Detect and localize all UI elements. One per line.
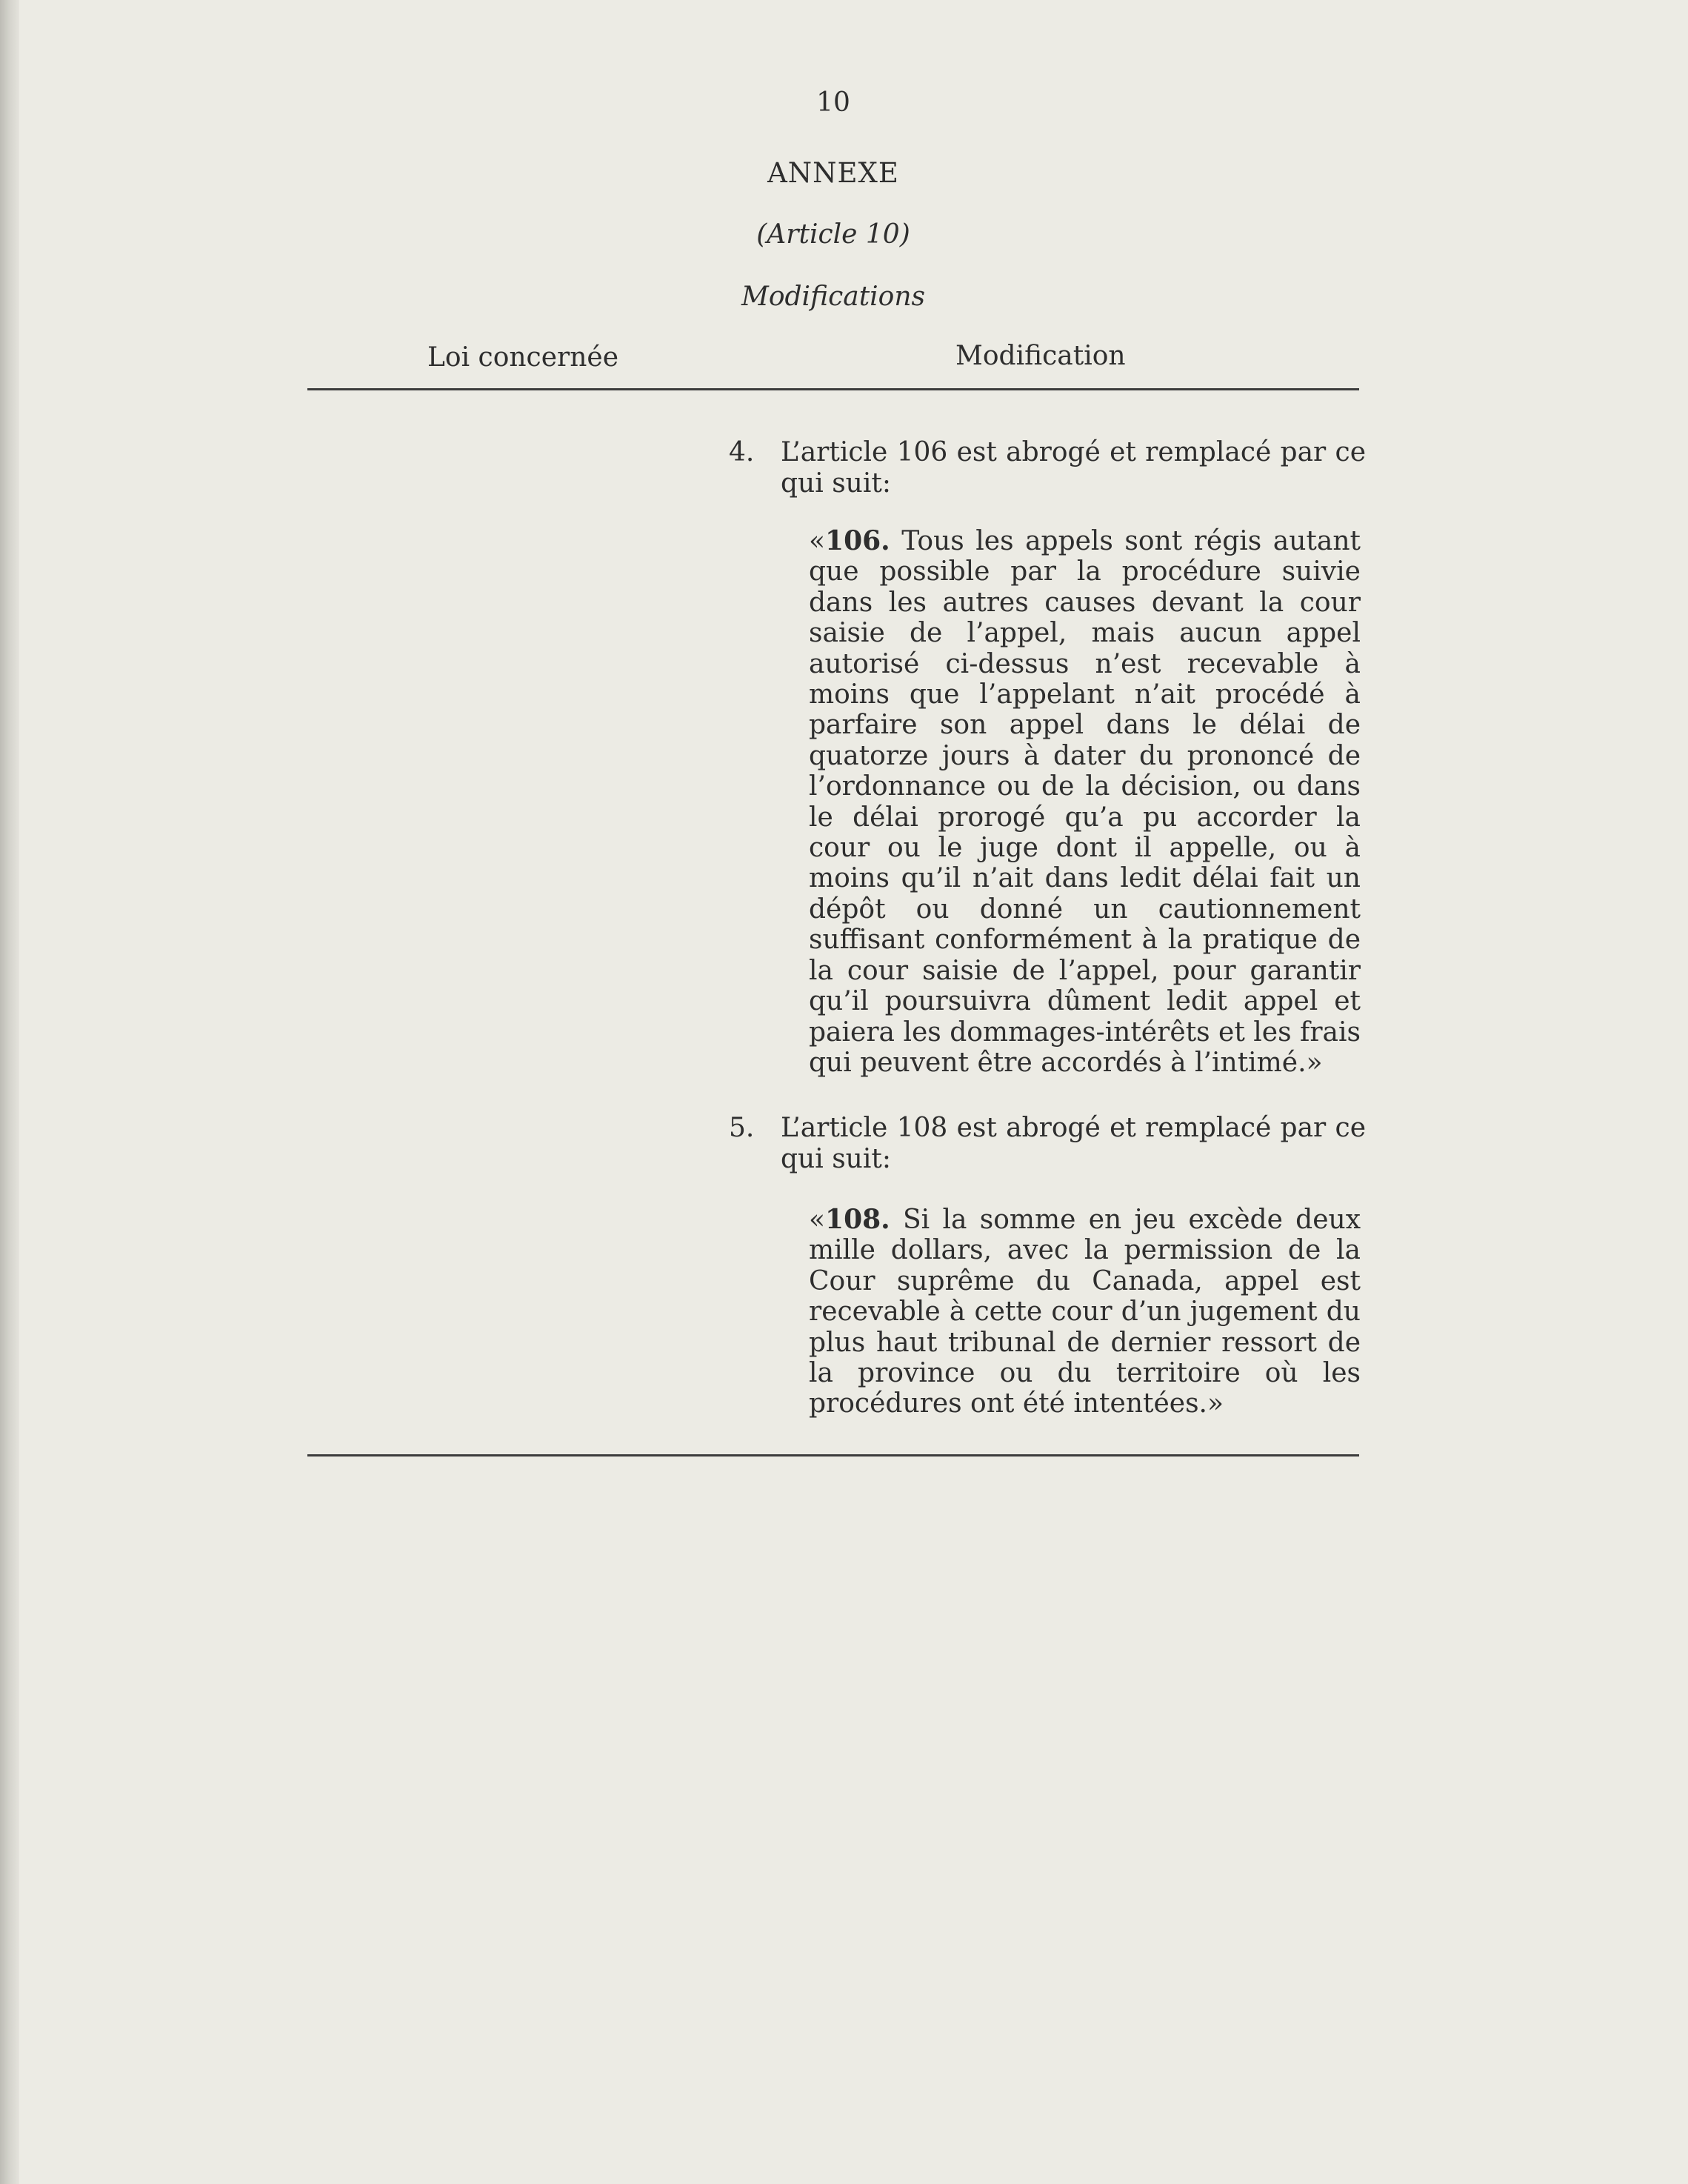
page-number: 10 — [816, 87, 850, 118]
quote-open-mark: « — [809, 1205, 826, 1235]
section-number: 108. — [825, 1204, 890, 1235]
amendment-quote-106 — [809, 526, 1361, 1078]
column-header-amendment: Modification — [955, 341, 1126, 371]
amendment-item-5 — [729, 1113, 1366, 1175]
amendment-number: 5. — [729, 1113, 755, 1143]
amendment-intro: L’article 106 est abrogé et remplacé par ce qui suit: — [781, 437, 1366, 499]
amendment-intro: L’article 108 est abrogé et remplacé par ce qui suit: — [781, 1113, 1366, 1174]
annex-subtitle: Modifications — [741, 282, 926, 312]
section-number: 106. — [825, 525, 890, 556]
quote-open-mark: « — [809, 526, 826, 556]
annex-title: ANNEXE — [767, 157, 899, 189]
quote-text: Si la somme en jeu excède deux mille dollars, avec la permission de la Cour suprême du Canada, appel est recevable à cette cour d’un jugement du plus haut tribunal de dernier ressort de la province ou du territoire où les procédures ont été intentées.» — [809, 1205, 1361, 1419]
amendment-item-4 — [729, 437, 1366, 499]
amendment-quote-108 — [809, 1205, 1361, 1419]
table-bottom-rule — [307, 1454, 1359, 1456]
quote-text: Tous les appels sont régis autant que possible par la procédure suivie dans les autres causes devant la cour saisie de l’appel, mais aucun appel autorisé ci-dessus n’est recevable à moins que l’appelant n’ait procédé à parfaire son appel dans le délai de quatorze jours à dater du prononcé de l’ordonnance ou de la décision, ou dans le délai prorogé qu’a pu accorder la cour ou le juge dont il appelle, ou à moins qu’il n’ait dans ledit délai fait un dépôt ou donné un cautionnement suffisant conformément à la pratique de la cour saisie de l’appel, pour garantir qu’il poursuivra dûment ledit appel et paiera les dommages-intérêts et les frais qui peuvent être accordés à l’intimé.» — [809, 526, 1361, 1078]
annex-article-reference: (Article 10) — [756, 219, 910, 250]
page-binding-edge — [0, 0, 19, 2184]
amendment-number: 4. — [729, 437, 755, 467]
table-top-rule — [307, 388, 1359, 390]
column-header-law: Loi concernée — [427, 342, 619, 373]
